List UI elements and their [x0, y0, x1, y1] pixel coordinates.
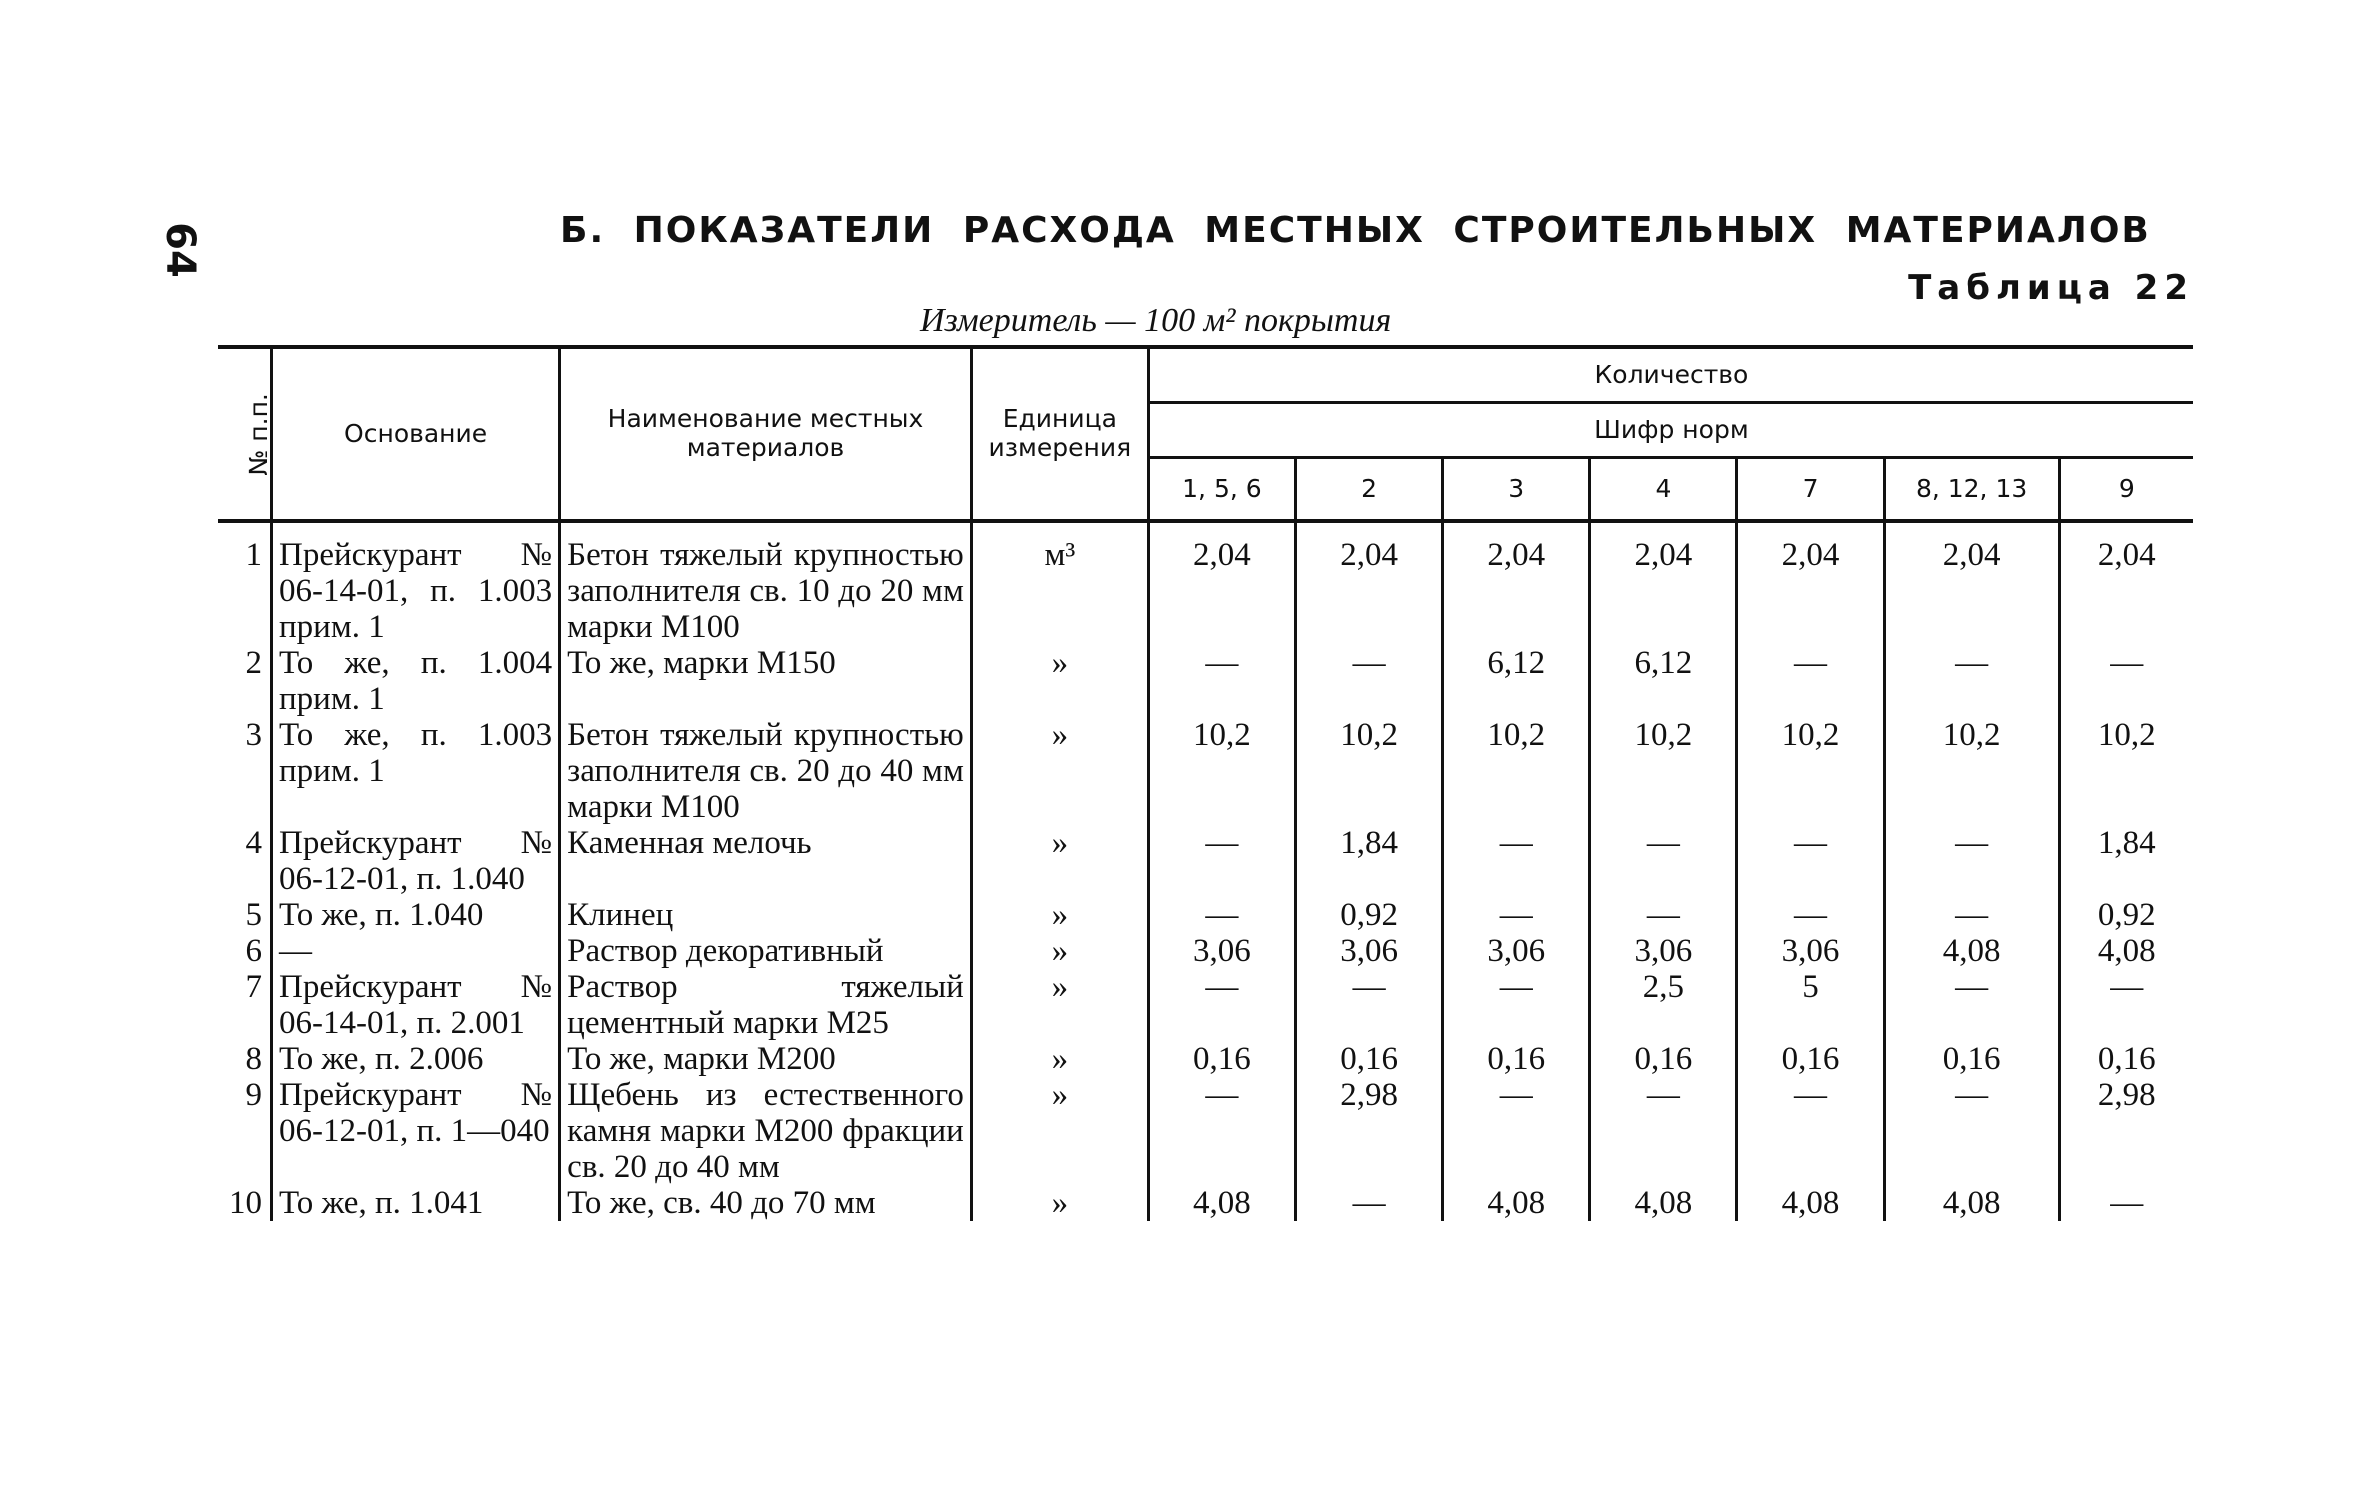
row-number: 10 [229, 1185, 263, 1221]
row-value: 10,2 [1590, 717, 1737, 825]
page-number: 64 [157, 222, 203, 278]
row-value: 10,2 [1737, 717, 1884, 825]
row-material: То же, св. 40 до 70 мм [560, 1185, 972, 1221]
row-value: — [1148, 969, 1295, 1041]
table-header [218, 347, 2193, 521]
row-unit: м³ [971, 521, 1148, 645]
row-value: — [1443, 897, 1590, 933]
row-value: 0,16 [1590, 1041, 1737, 1077]
row-unit: » [971, 933, 1148, 969]
header-code: 8, 12, 13 [1884, 458, 2059, 522]
row-number: 5 [245, 897, 263, 933]
header-code: 1, 5, 6 [1148, 458, 1295, 522]
header-norm-cipher: Шифр норм [1148, 403, 2193, 458]
header-code: 9 [2059, 458, 2193, 522]
row-value: — [2059, 645, 2193, 717]
row-value: 3,06 [1148, 933, 1295, 969]
table-row [218, 1041, 2193, 1077]
row-basis: — [272, 933, 560, 969]
row-value: 4,08 [1884, 1185, 2059, 1221]
row-value: — [1737, 645, 1884, 717]
row-value: — [1148, 897, 1295, 933]
row-value: — [1443, 1077, 1590, 1185]
row-material: То же, марки М150 [560, 645, 972, 717]
row-value: 2,98 [1296, 1077, 1443, 1185]
table-row [218, 717, 2193, 825]
row-value: — [1737, 897, 1884, 933]
row-basis: Прейскурант № 06-12-01, п. 1.040 [272, 825, 560, 897]
row-value: 4,08 [1884, 933, 2059, 969]
row-value: 2,04 [2059, 521, 2193, 645]
table-row [218, 1185, 2193, 1221]
row-value: 3,06 [1443, 933, 1590, 969]
row-number: 2 [245, 645, 263, 681]
row-value: — [1148, 825, 1295, 897]
row-value: 6,12 [1590, 645, 1737, 717]
measure-unit-caption: Измеритель — 100 м² покрытия [920, 302, 1392, 339]
row-value: 6,12 [1443, 645, 1590, 717]
table-row [218, 825, 2193, 897]
row-basis: Прейскурант № 06-14-01, п. 1.003 прим. 1 [272, 521, 560, 645]
header-code: 4 [1590, 458, 1737, 522]
row-unit: » [971, 825, 1148, 897]
row-number: 4 [245, 825, 263, 861]
row-value: 2,04 [1296, 521, 1443, 645]
row-basis: То же, п. 2.006 [272, 1041, 560, 1077]
header-material: Наименование местных материалов [560, 347, 972, 521]
row-basis: Прейскурант № 06-12-01, п. 1—040 [272, 1077, 560, 1185]
row-value: — [1590, 897, 1737, 933]
table-row [218, 521, 2193, 645]
row-basis: То же, п. 1.041 [272, 1185, 560, 1221]
row-value: — [1296, 645, 1443, 717]
row-number: 3 [245, 717, 263, 753]
row-unit: » [971, 897, 1148, 933]
row-value: — [1296, 1185, 1443, 1221]
row-value: 1,84 [2059, 825, 2193, 897]
row-basis: То же, п. 1.040 [272, 897, 560, 933]
row-value: 10,2 [2059, 717, 2193, 825]
row-value: 0,92 [1296, 897, 1443, 933]
header-code: 2 [1296, 458, 1443, 522]
row-number: 1 [245, 537, 263, 573]
row-material: Каменная мелочь [560, 825, 972, 897]
row-value: 0,16 [2059, 1041, 2193, 1077]
row-value: 10,2 [1296, 717, 1443, 825]
row-material: Щебень из естественного камня марки М200 фракции св. 20 до 40 мм [560, 1077, 972, 1185]
header-code: 7 [1737, 458, 1884, 522]
row-value: 10,2 [1884, 717, 2059, 825]
row-value: — [1296, 969, 1443, 1041]
row-value: 4,08 [1590, 1185, 1737, 1221]
row-number: 8 [245, 1041, 263, 1077]
row-value: 4,08 [1737, 1185, 1884, 1221]
row-value: 0,16 [1148, 1041, 1295, 1077]
row-unit: » [971, 1185, 1148, 1221]
row-unit: » [971, 1041, 1148, 1077]
table-label: Таблица 22 [1908, 268, 2194, 308]
header-unit: Единица измерения [971, 347, 1148, 521]
table-body [218, 521, 2193, 1221]
row-material: Раствор декоративный [560, 933, 972, 969]
row-value: — [1884, 1077, 2059, 1185]
row-value: — [1884, 969, 2059, 1041]
row-value: 3,06 [1737, 933, 1884, 969]
row-value: — [1884, 897, 2059, 933]
row-value: 0,16 [1884, 1041, 2059, 1077]
row-number: 7 [245, 969, 263, 1005]
row-material: Клинец [560, 897, 972, 933]
row-basis: Прейскурант № 06-14-01, п. 2.001 [272, 969, 560, 1041]
row-material: То же, марки М200 [560, 1041, 972, 1077]
row-value: — [1590, 1077, 1737, 1185]
header-quantity: Количество [1148, 347, 2193, 403]
row-value: 4,08 [1443, 1185, 1590, 1221]
table-row [218, 1077, 2193, 1185]
table-row [218, 897, 2193, 933]
row-unit: » [971, 645, 1148, 717]
row-value: 0,16 [1737, 1041, 1884, 1077]
row-unit: » [971, 1077, 1148, 1185]
row-value: — [1884, 645, 2059, 717]
row-value: — [1443, 969, 1590, 1041]
row-value: 3,06 [1296, 933, 1443, 969]
row-value: — [1148, 1077, 1295, 1185]
row-value: 0,16 [1443, 1041, 1590, 1077]
row-value: 1,84 [1296, 825, 1443, 897]
row-value: — [1148, 645, 1295, 717]
row-value: 10,2 [1148, 717, 1295, 825]
row-value: 2,04 [1737, 521, 1884, 645]
row-value: 3,06 [1590, 933, 1737, 969]
header-row-number: № п.п. [218, 347, 272, 521]
row-value: 0,16 [1296, 1041, 1443, 1077]
row-value: — [1443, 825, 1590, 897]
row-value: 2,5 [1590, 969, 1737, 1041]
row-material: Бетон тяжелый крупностью заполнителя св. 20 до 40 мм марки М100 [560, 717, 972, 825]
header-basis: Основание [272, 347, 560, 521]
header-code: 3 [1443, 458, 1590, 522]
materials-table [218, 345, 2193, 1221]
row-value: 2,04 [1590, 521, 1737, 645]
table-row [218, 933, 2193, 969]
row-basis: То же, п. 1.004 прим. 1 [272, 645, 560, 717]
row-value: 4,08 [1148, 1185, 1295, 1221]
row-value: 2,98 [2059, 1077, 2193, 1185]
row-number: 9 [245, 1077, 263, 1113]
row-value: 4,08 [2059, 933, 2193, 969]
row-value: — [1590, 825, 1737, 897]
row-value: 5 [1737, 969, 1884, 1041]
section-title: Б. ПОКАЗАТЕЛИ РАСХОДА МЕСТНЫХ СТРОИТЕЛЬНЫХ МАТЕРИАЛОВ [560, 210, 2151, 251]
row-value: 0,92 [2059, 897, 2193, 933]
row-basis: То же, п. 1.003 прим. 1 [272, 717, 560, 825]
row-unit: » [971, 717, 1148, 825]
row-value: — [1884, 825, 2059, 897]
row-material: Раствор тяжелый цементный марки М25 [560, 969, 972, 1041]
row-value: — [2059, 1185, 2193, 1221]
table-row [218, 969, 2193, 1041]
row-value: 10,2 [1443, 717, 1590, 825]
table-row [218, 645, 2193, 717]
row-value: 2,04 [1884, 521, 2059, 645]
row-material: Бетон тяжелый крупностью заполнителя св. 10 до 20 мм марки М100 [560, 521, 972, 645]
row-value: — [2059, 969, 2193, 1041]
row-value: — [1737, 1077, 1884, 1185]
row-unit: » [971, 969, 1148, 1041]
row-value: — [1737, 825, 1884, 897]
row-number: 6 [245, 933, 263, 969]
row-value: 2,04 [1148, 521, 1295, 645]
row-value: 2,04 [1443, 521, 1590, 645]
